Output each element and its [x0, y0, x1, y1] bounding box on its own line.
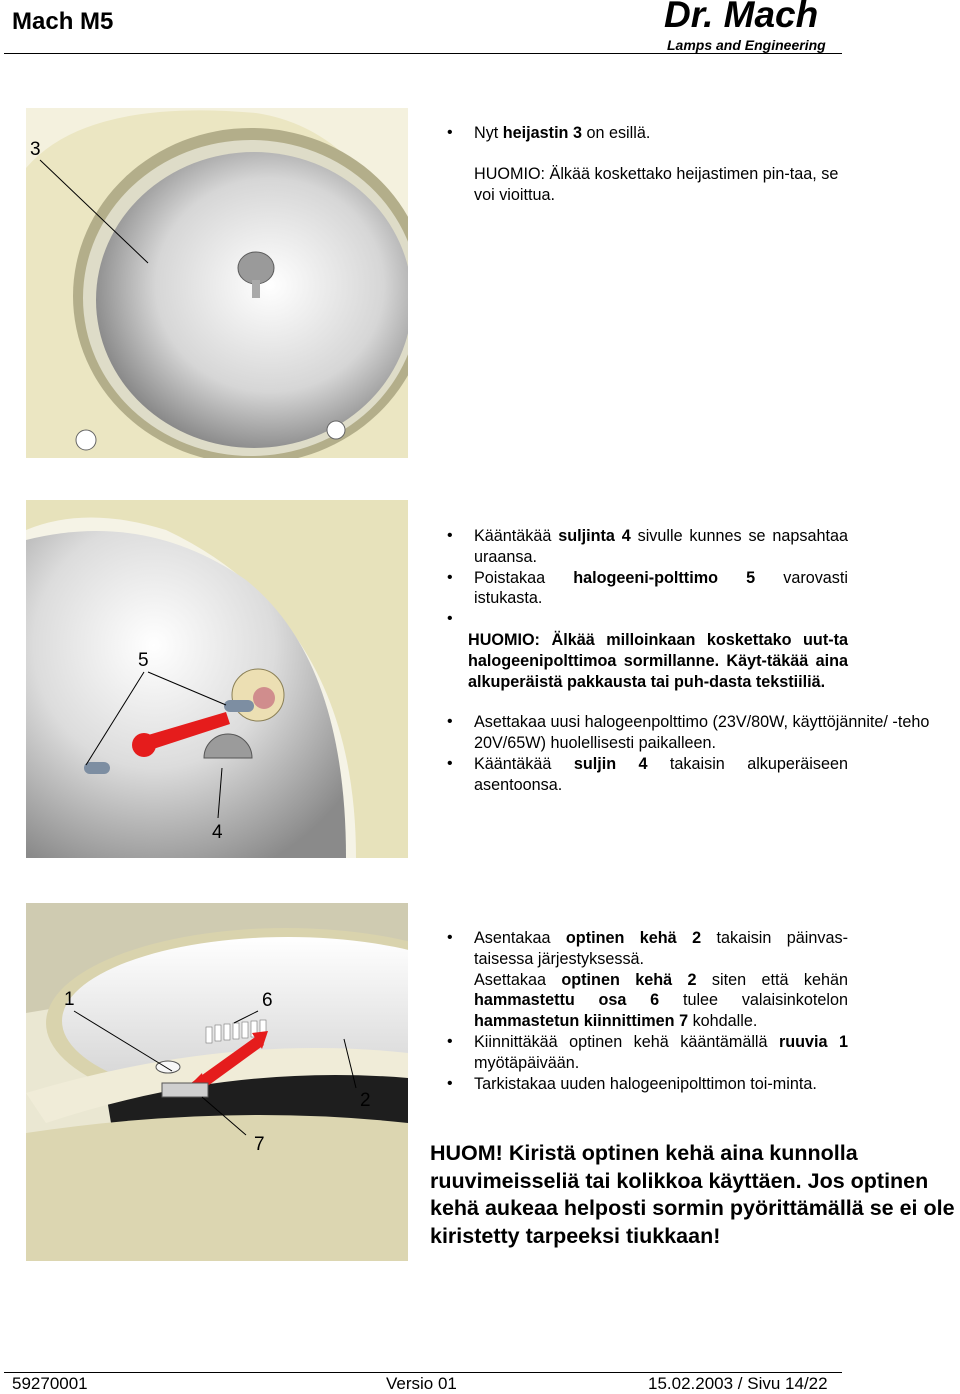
list-item: HUOMIO: Älkää milloinkaan koskettako uut-ta halogeenipolttimoa sormillanne. Käyt-täkää aina alkuperäistä pakkausta tai puh-dasta tekstiiliä.	[468, 630, 848, 691]
figure-label-6: 6	[262, 990, 273, 1011]
footer-version: Versio 01	[386, 1374, 457, 1393]
list-item: • Kiinnittäkää optinen kehä kääntämällä ruuvia 1 myötäpäivään.	[446, 1032, 848, 1074]
list-item: • Nyt heijastin 3 on esillä.	[446, 123, 848, 144]
header-divider	[4, 53, 842, 54]
figure-optical-ring	[26, 903, 408, 1261]
final-warning: HUOM! Kiristä optinen kehä aina kunnolla ruuvimeisseliä tai kolikkoa käyttäen. Jos optinen kehä aukeaa helposti sormin pyörittämällä se ei ole kiristetty tarpeeksi tiukkaan!	[430, 1141, 955, 1248]
list-item	[446, 609, 848, 630]
figure-label-1: 1	[64, 989, 75, 1010]
footer-divider	[4, 1372, 842, 1373]
figure-label-2: 2	[360, 1090, 371, 1111]
list-item: HUOMIO: Älkää koskettako heijastimen pin-taa, se voi vioittua.	[474, 164, 839, 204]
figure-reflector	[26, 108, 408, 458]
list-item: • Asentakaa optinen kehä 2 takaisin päinvas-taisessa järjestyksessä.	[446, 928, 848, 970]
product-name: Mach M5	[12, 8, 114, 35]
figure-label-3: 3	[30, 139, 41, 160]
footer-doc-number: 59270001	[12, 1374, 88, 1393]
brand-tagline: Lamps and Engineering	[667, 37, 826, 53]
list-item: • Tarkistakaa uuden halogeenipolttimon toi-minta.	[446, 1074, 848, 1095]
figure-label-5: 5	[138, 650, 149, 671]
footer-date-page: 15.02.2003 / Sivu 14/22	[648, 1374, 828, 1393]
list-item: • Asettakaa uusi halogeenpolttimo (23V/80W, käyttöjännite/ -teho 20V/65W) huolellisesti paikalleen.	[446, 712, 944, 754]
list-item: • Poistakaa halogeeni-polttimo 5 varovasti istukasta.	[446, 568, 848, 610]
list-item: • Kääntäkää suljin 4 takaisin alkuperäiseen asentoonsa.	[446, 754, 848, 796]
figure-bulb-replacement	[26, 500, 408, 858]
section3-list	[446, 928, 848, 1094]
list-item: Asettakaa optinen kehä 2 siten että kehän hammastettu osa 6 tulee valaisinkotelon hammastetun kiinnittimen 7 kohdalle.	[474, 970, 849, 1031]
figure-label-4: 4	[212, 822, 223, 843]
figure-label-7: 7	[254, 1134, 265, 1155]
list-item: • Kääntäkää suljinta 4 sivulle kunnes se napsahtaa uraansa.	[446, 526, 848, 568]
section2-list	[446, 526, 930, 796]
section1-list	[446, 123, 848, 205]
brand-logo-text: Dr. Mach	[664, 0, 819, 35]
